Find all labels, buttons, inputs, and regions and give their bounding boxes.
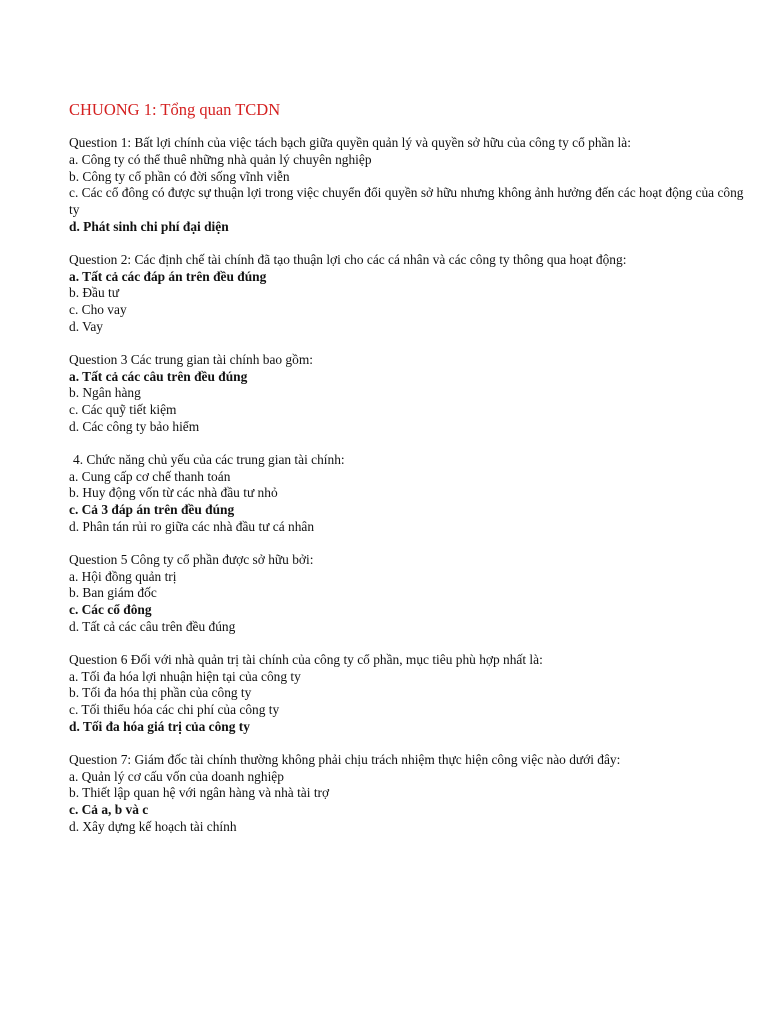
question-text: Question 5 Công ty cổ phần được sở hữu bởi: (69, 551, 314, 567)
question-text: Question 3 Các trung gian tài chính bao gồm: (69, 351, 313, 367)
question-text: Question 2: Các định chế tài chính đã tạo thuận lợi cho các cá nhân và các công ty thông qua hoạt động: (69, 251, 627, 267)
answer-option: a. Hội đồng quản trị (69, 568, 177, 584)
answer-option-correct: d. Phát sinh chi phí đại diện (69, 218, 229, 234)
question-list (69, 135, 749, 836)
answer-option: c. Cho vay (69, 302, 127, 318)
answer-option: a. Cung cấp cơ chế thanh toán (69, 468, 231, 484)
answer-option-correct: a. Tất cả các đáp án trên đều đúng (69, 268, 267, 284)
answer-option: b. Công ty cổ phần có đời sống vĩnh viễn (69, 168, 290, 184)
answer-option: a. Tối đa hóa lợi nhuận hiện tại của công ty (69, 668, 301, 684)
answer-option: c. Tối thiểu hóa các chi phí của công ty (69, 702, 280, 718)
question-block (69, 352, 749, 436)
question-block (69, 652, 749, 736)
question-block (69, 135, 749, 236)
question-block (69, 452, 749, 536)
question-block (69, 252, 749, 336)
question-text: Question 7: Giám đốc tài chính thường không phải chịu trách nhiệm thực hiện công việc nào dưới đây: (69, 751, 621, 767)
answer-option: b. Thiết lập quan hệ với ngân hàng và nhà tài trợ (69, 785, 330, 801)
answer-option: d. Tất cả các câu trên đều đúng (69, 618, 236, 634)
question-block (69, 752, 749, 836)
answer-option: c. Các quỹ tiết kiệm (69, 402, 177, 418)
answer-option: b. Ngân hàng (69, 385, 141, 401)
answer-option: b. Đầu tư (69, 285, 120, 301)
document-page (69, 100, 749, 852)
answer-option-correct: c. Cả a, b và c (69, 802, 149, 818)
answer-option-correct: c. Cả 3 đáp án trên đều đúng (69, 502, 235, 518)
answer-option: a. Quản lý cơ cấu vốn của doanh nghiệp (69, 768, 284, 784)
answer-option: a. Công ty có thể thuê những nhà quản lý chuyên nghiệp (69, 151, 372, 167)
answer-option: d. Vay (69, 318, 103, 334)
question-text: Question 6 Đối với nhà quản trị tài chính của công ty cổ phần, mục tiêu phù hợp nhất là: (69, 651, 543, 667)
question-text: Question 1: Bất lợi chính của việc tách bạch giữa quyền quản lý và quyền sở hữu của công ty cổ phần là: (69, 135, 631, 150)
question-text: 4. Chức năng chủ yếu của các trung gian tài chính: (73, 451, 345, 467)
answer-option: d. Các công ty bảo hiểm (69, 418, 200, 434)
answer-option: c. Các cổ đông có được sự thuận lợi trong việc chuyển đổi quyền sở hữu nhưng không ảnh hưởng đến các hoạt động của công ty (69, 185, 744, 218)
answer-option-correct: d. Tối đa hóa giá trị của công ty (69, 718, 250, 734)
answer-option: b. Ban giám đốc (69, 585, 157, 601)
answer-option-correct: c. Các cổ đông (69, 602, 152, 618)
question-block (69, 552, 749, 636)
answer-option: d. Phân tán rủi ro giữa các nhà đầu tư cá nhân (69, 518, 315, 534)
answer-option: b. Tối đa hóa thị phần của công ty (69, 685, 252, 701)
answer-option: b. Huy động vốn từ các nhà đầu tư nhỏ (69, 485, 278, 501)
answer-option-correct: a. Tất cả các câu trên đều đúng (69, 368, 248, 384)
answer-option: d. Xây dựng kế hoạch tài chính (69, 818, 237, 834)
chapter-title: CHUONG 1: Tổng quan TCDN (69, 100, 281, 119)
